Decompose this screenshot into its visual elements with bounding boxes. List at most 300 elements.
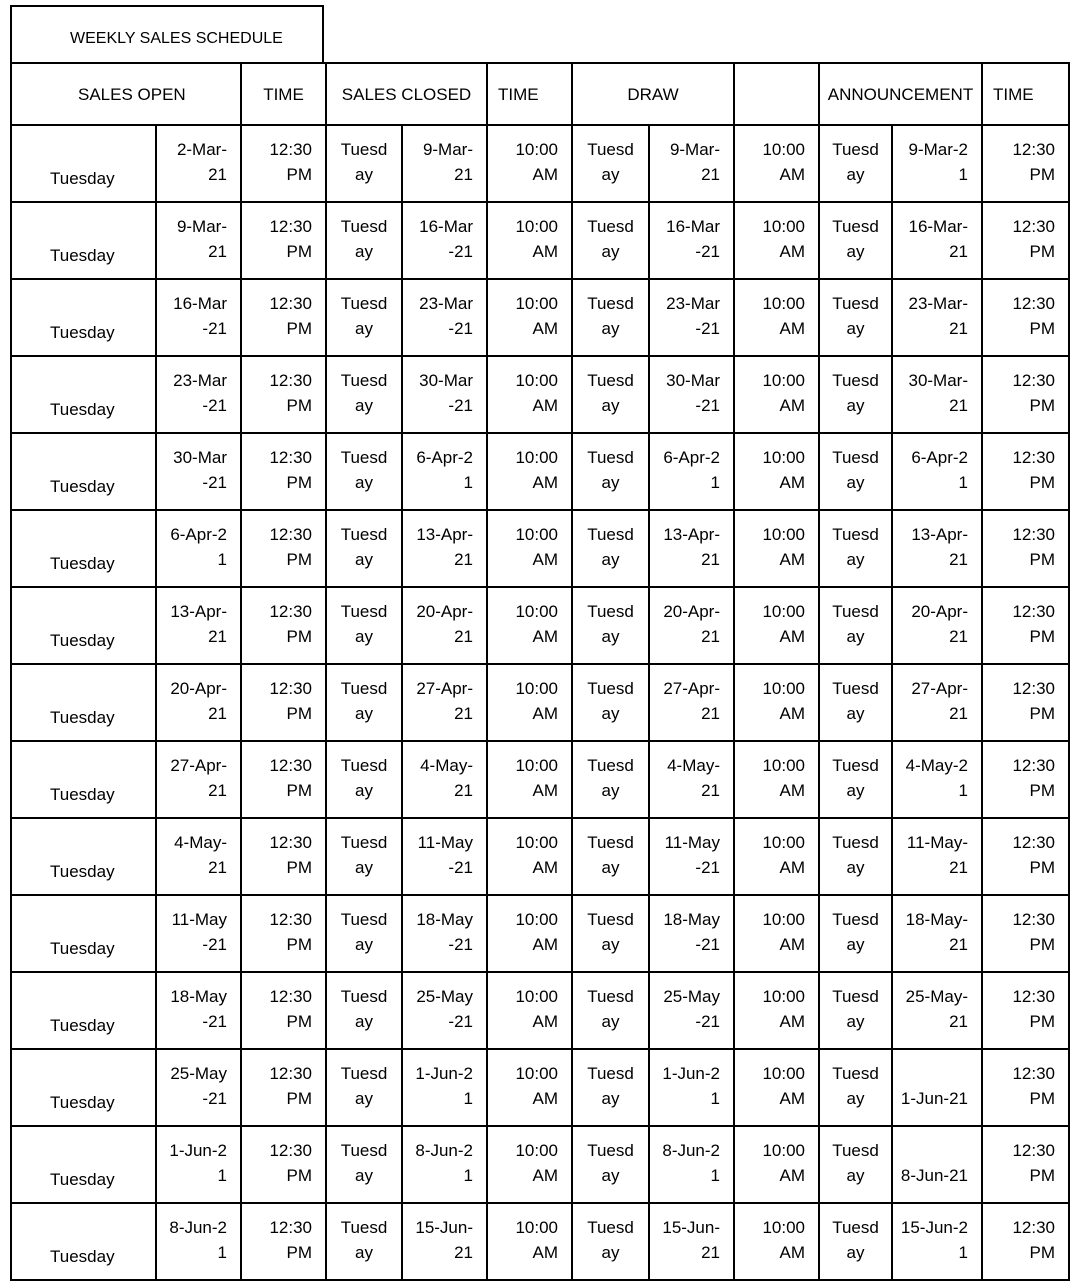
announcement-date-text: 18-May-	[905, 910, 968, 929]
draw-date-text: 1	[710, 1089, 720, 1108]
announcement-day-text: ay	[846, 935, 865, 954]
sales-open-day-text: Tuesday	[50, 631, 115, 650]
header-announcement: ANNOUNCEMENT	[819, 63, 982, 125]
sales-closed-day-cell	[326, 664, 402, 741]
sales-closed-time-text: AM	[532, 550, 558, 569]
sales-closed-day-text: ay	[355, 1243, 373, 1262]
announcement-time-cell	[982, 587, 1069, 664]
announcement-date-text: 13-Apr-	[911, 525, 968, 544]
announcement-date-text: 25-May-	[905, 987, 968, 1006]
sales-open-date-text: 20-Apr-	[170, 679, 227, 698]
sales-open-time-text: 12:30	[269, 910, 312, 929]
sales-closed-day-text: Tuesd	[340, 294, 388, 313]
sales-closed-day-cell	[326, 587, 402, 664]
draw-time-text: 10:00	[762, 371, 805, 390]
draw-day-text: ay	[601, 1089, 620, 1108]
announcement-day-text: ay	[846, 396, 865, 415]
table-row	[11, 818, 1069, 895]
sales-open-date-text: 13-Apr-	[170, 602, 227, 621]
sales-open-date-text: 21	[208, 858, 227, 877]
announcement-day-text: ay	[846, 473, 865, 492]
announcement-time-text: PM	[1029, 1012, 1055, 1031]
sales-open-time-text: 12:30	[269, 756, 312, 775]
draw-date-cell	[649, 587, 734, 664]
sales-open-time-text: PM	[286, 550, 312, 569]
draw-time-cell	[734, 1203, 819, 1280]
draw-date-text: 21	[701, 165, 720, 184]
sales-open-time-text: PM	[286, 935, 312, 954]
announcement-date-cell	[892, 895, 982, 972]
announcement-day-text: Tuesd	[832, 679, 879, 698]
announcement-day-text: ay	[846, 242, 865, 261]
table-row	[11, 1203, 1069, 1280]
sales-open-date-cell	[156, 972, 241, 1049]
sales-closed-date-cell	[402, 433, 487, 510]
sales-open-day-text: Tuesday	[50, 323, 115, 342]
sales-open-date-cell	[156, 741, 241, 818]
sales-open-time-text: 12:30	[269, 987, 312, 1006]
sales-closed-time-cell	[487, 741, 572, 818]
draw-time-text: AM	[779, 1243, 805, 1262]
draw-date-cell	[649, 279, 734, 356]
draw-time-text: 10:00	[762, 756, 805, 775]
sales-closed-time-text: 10:00	[515, 679, 558, 698]
sales-closed-day-text: ay	[355, 1166, 373, 1185]
sales-closed-time-cell	[487, 125, 572, 202]
sales-closed-date-text: 11-May	[417, 833, 473, 852]
draw-date-text: -21	[695, 1012, 720, 1031]
schedule-title: WEEKLY SALES SCHEDULE	[70, 30, 283, 47]
sales-closed-date-text: 21	[454, 781, 473, 800]
announcement-day-text: Tuesd	[832, 1141, 879, 1160]
sales-open-time-cell	[241, 895, 326, 972]
sales-closed-time-text: 10:00	[515, 602, 558, 621]
draw-day-text: ay	[601, 858, 620, 877]
announcement-day-cell	[819, 356, 892, 433]
draw-time-cell	[734, 741, 819, 818]
sales-closed-date-text: 16-Mar	[419, 217, 473, 236]
sales-open-time-cell	[241, 202, 326, 279]
sales-open-time-cell	[241, 510, 326, 587]
sales-closed-date-cell	[402, 1203, 487, 1280]
draw-date-text: -21	[695, 396, 720, 415]
draw-time-text: 10:00	[762, 1064, 805, 1083]
draw-date-text: -21	[695, 858, 720, 877]
table-row	[11, 279, 1069, 356]
announcement-day-text: ay	[846, 1089, 865, 1108]
announcement-time-text: 12:30	[1012, 371, 1055, 390]
sales-open-date-cell	[156, 279, 241, 356]
draw-time-cell	[734, 279, 819, 356]
draw-day-text: ay	[601, 242, 620, 261]
draw-time-cell	[734, 1049, 819, 1126]
announcement-day-cell	[819, 664, 892, 741]
announcement-time-cell	[982, 1203, 1069, 1280]
sales-closed-time-text: AM	[532, 781, 558, 800]
table-row	[11, 1049, 1069, 1126]
sales-open-time-cell	[241, 741, 326, 818]
table-row	[11, 741, 1069, 818]
sales-closed-time-cell	[487, 356, 572, 433]
sales-closed-date-cell	[402, 664, 487, 741]
sales-open-day-cell	[11, 895, 156, 972]
announcement-time-text: 12:30	[1012, 140, 1055, 159]
sales-open-time-cell	[241, 125, 326, 202]
sales-closed-date-text: 25-May	[416, 987, 473, 1006]
draw-time-cell	[734, 125, 819, 202]
sales-closed-date-text: 1	[463, 1166, 473, 1185]
sales-open-time-cell	[241, 279, 326, 356]
announcement-date-text: 27-Apr-	[911, 679, 968, 698]
header-draw: DRAW	[572, 63, 734, 125]
sales-closed-date-text: 20-Apr-	[416, 602, 473, 621]
draw-time-text: 10:00	[762, 294, 805, 313]
announcement-date-text: 21	[949, 704, 968, 723]
sales-closed-day-cell	[326, 279, 402, 356]
sales-closed-time-text: AM	[532, 396, 558, 415]
draw-time-cell	[734, 818, 819, 895]
sales-closed-day-text: Tuesd	[340, 1141, 388, 1160]
sales-open-time-text: PM	[286, 396, 312, 415]
draw-day-text: Tuesd	[587, 525, 634, 544]
sales-open-day-cell	[11, 818, 156, 895]
sales-closed-day-text: Tuesd	[340, 371, 388, 390]
announcement-time-text: 12:30	[1012, 217, 1055, 236]
draw-day-cell	[572, 356, 649, 433]
announcement-day-text: ay	[846, 1243, 865, 1262]
sales-open-time-cell	[241, 587, 326, 664]
sales-closed-time-cell	[487, 279, 572, 356]
announcement-time-cell	[982, 356, 1069, 433]
announcement-time-text: 12:30	[1012, 1141, 1055, 1160]
draw-time-text: 10:00	[762, 525, 805, 544]
announcement-date-text: 21	[949, 396, 968, 415]
announcement-date-text: 9-Mar-2	[908, 140, 968, 159]
sales-open-time-text: 12:30	[269, 1141, 312, 1160]
draw-day-cell	[572, 664, 649, 741]
announcement-time-cell	[982, 664, 1069, 741]
draw-day-text: Tuesd	[587, 1141, 634, 1160]
announcement-day-cell	[819, 818, 892, 895]
table-row	[11, 510, 1069, 587]
header-blank	[734, 63, 819, 125]
sales-closed-date-text: 21	[454, 627, 473, 646]
sales-open-day-text: Tuesday	[50, 554, 115, 573]
draw-day-text: ay	[601, 704, 620, 723]
announcement-date-text: 21	[949, 627, 968, 646]
announcement-date-cell	[892, 1203, 982, 1280]
announcement-time-cell	[982, 202, 1069, 279]
sales-closed-time-text: 10:00	[515, 294, 558, 313]
draw-time-text: AM	[779, 396, 805, 415]
sales-open-time-text: 12:30	[269, 525, 312, 544]
draw-day-text: Tuesd	[587, 371, 634, 390]
draw-time-text: AM	[779, 1012, 805, 1031]
sales-open-day-cell	[11, 433, 156, 510]
sales-open-date-text: 16-Mar	[173, 294, 227, 313]
sales-open-day-text: Tuesday	[50, 708, 115, 727]
draw-date-cell	[649, 818, 734, 895]
draw-date-cell	[649, 202, 734, 279]
sales-open-time-cell	[241, 356, 326, 433]
sales-closed-day-text: Tuesd	[340, 448, 388, 467]
sales-open-time-cell	[241, 1049, 326, 1126]
announcement-time-cell	[982, 125, 1069, 202]
announcement-date-text: 1	[958, 1243, 968, 1262]
draw-day-cell	[572, 510, 649, 587]
sales-closed-day-text: Tuesd	[340, 833, 388, 852]
draw-day-text: ay	[601, 396, 620, 415]
sales-open-date-cell	[156, 818, 241, 895]
sales-open-day-cell	[11, 1203, 156, 1280]
table-row	[11, 972, 1069, 1049]
announcement-date-text: 1	[958, 165, 968, 184]
draw-date-text: 21	[701, 550, 720, 569]
announcement-day-text: ay	[846, 550, 865, 569]
sales-closed-time-cell	[487, 1126, 572, 1203]
sales-closed-day-text: Tuesd	[340, 525, 388, 544]
sales-open-time-text: 12:30	[269, 140, 312, 159]
sales-open-date-text: 4-May-	[174, 833, 227, 852]
draw-time-cell	[734, 202, 819, 279]
sales-closed-day-cell	[326, 1126, 402, 1203]
announcement-time-text: 12:30	[1012, 987, 1055, 1006]
sales-open-time-text: PM	[286, 473, 312, 492]
draw-day-text: Tuesd	[587, 1064, 634, 1083]
sales-closed-time-text: AM	[532, 704, 558, 723]
announcement-time-text: 12:30	[1012, 294, 1055, 313]
sales-closed-day-cell	[326, 510, 402, 587]
draw-time-text: 10:00	[762, 987, 805, 1006]
draw-date-text: 30-Mar	[666, 371, 720, 390]
sales-open-time-text: PM	[286, 1089, 312, 1108]
draw-date-text: -21	[695, 242, 720, 261]
draw-date-text: 21	[701, 781, 720, 800]
sales-closed-time-text: 10:00	[515, 756, 558, 775]
sales-open-day-cell	[11, 1126, 156, 1203]
sales-closed-date-cell	[402, 279, 487, 356]
draw-day-text: ay	[601, 627, 620, 646]
draw-date-cell	[649, 356, 734, 433]
draw-day-cell	[572, 1049, 649, 1126]
draw-time-text: AM	[779, 935, 805, 954]
announcement-time-text: 12:30	[1012, 756, 1055, 775]
draw-date-text: 1	[710, 473, 720, 492]
sales-open-date-text: 21	[208, 704, 227, 723]
sales-open-date-text: 18-May	[170, 987, 227, 1006]
sales-closed-day-text: ay	[355, 319, 373, 338]
sales-closed-date-text: -21	[448, 242, 473, 261]
sales-closed-date-text: 21	[454, 550, 473, 569]
sales-open-day-text: Tuesday	[50, 785, 115, 804]
announcement-time-text: PM	[1029, 550, 1055, 569]
sales-open-time-text: PM	[286, 1012, 312, 1031]
sales-open-date-cell	[156, 125, 241, 202]
announcement-day-text: Tuesd	[832, 910, 879, 929]
announcement-date-text: 21	[949, 319, 968, 338]
announcement-day-text: ay	[846, 781, 865, 800]
sales-closed-time-text: 10:00	[515, 448, 558, 467]
sales-closed-time-text: AM	[532, 242, 558, 261]
announcement-time-text: PM	[1029, 1166, 1055, 1185]
announcement-time-text: PM	[1029, 319, 1055, 338]
draw-date-text: 21	[701, 627, 720, 646]
sales-closed-day-text: Tuesd	[340, 140, 388, 159]
header-time-announcement: TIME	[982, 63, 1069, 125]
sales-closed-time-text: AM	[532, 1012, 558, 1031]
sales-closed-time-text: AM	[532, 1166, 558, 1185]
sales-closed-day-text: ay	[355, 473, 373, 492]
sales-closed-date-cell	[402, 356, 487, 433]
sales-closed-day-text: ay	[355, 396, 373, 415]
announcement-date-text: 8-Jun-21	[900, 1166, 968, 1185]
draw-day-cell	[572, 818, 649, 895]
draw-time-cell	[734, 510, 819, 587]
draw-date-text: 21	[701, 704, 720, 723]
sales-closed-time-text: 10:00	[515, 833, 558, 852]
announcement-day-text: Tuesd	[832, 833, 879, 852]
announcement-time-cell	[982, 895, 1069, 972]
sales-closed-day-text: Tuesd	[340, 1064, 388, 1083]
announcement-day-cell	[819, 1049, 892, 1126]
announcement-day-text: Tuesd	[832, 140, 879, 159]
announcement-date-cell	[892, 125, 982, 202]
draw-time-cell	[734, 972, 819, 1049]
draw-day-text: Tuesd	[587, 294, 634, 313]
sales-closed-day-text: ay	[355, 1012, 373, 1031]
sales-open-date-text: 1	[217, 1243, 227, 1262]
draw-time-text: AM	[779, 242, 805, 261]
header-time-closed: TIME	[487, 63, 572, 125]
draw-date-cell	[649, 741, 734, 818]
sales-open-day-text: Tuesday	[50, 939, 115, 958]
sales-closed-time-text: AM	[532, 1089, 558, 1108]
draw-time-cell	[734, 664, 819, 741]
announcement-time-cell	[982, 279, 1069, 356]
sales-open-date-text: -21	[202, 473, 227, 492]
draw-date-cell	[649, 1126, 734, 1203]
announcement-day-text: Tuesd	[832, 294, 879, 313]
sales-open-time-text: 12:30	[269, 448, 312, 467]
announcement-time-cell	[982, 1049, 1069, 1126]
sales-closed-date-text: 6-Apr-2	[416, 448, 473, 467]
announcement-day-text: Tuesd	[832, 217, 879, 236]
table-row	[11, 433, 1069, 510]
announcement-date-cell	[892, 664, 982, 741]
draw-date-text: 1	[710, 1166, 720, 1185]
sales-closed-time-text: AM	[532, 165, 558, 184]
sales-open-time-cell	[241, 818, 326, 895]
sales-closed-time-cell	[487, 433, 572, 510]
announcement-time-text: PM	[1029, 858, 1055, 877]
sales-closed-date-text: 18-May	[416, 910, 473, 929]
announcement-date-cell	[892, 818, 982, 895]
sales-open-date-text: 21	[208, 781, 227, 800]
announcement-day-cell	[819, 279, 892, 356]
draw-time-cell	[734, 587, 819, 664]
sales-open-date-cell	[156, 895, 241, 972]
announcement-date-text: 23-Mar-	[908, 294, 968, 313]
announcement-day-cell	[819, 125, 892, 202]
sales-open-date-cell	[156, 1203, 241, 1280]
sales-closed-day-text: ay	[355, 781, 373, 800]
announcement-date-cell	[892, 587, 982, 664]
draw-day-cell	[572, 587, 649, 664]
sales-open-time-text: 12:30	[269, 371, 312, 390]
sales-closed-day-text: Tuesd	[340, 1218, 388, 1237]
weekly-sales-schedule-table	[10, 62, 1070, 1281]
announcement-day-text: Tuesd	[832, 1218, 879, 1237]
draw-date-text: 6-Apr-2	[663, 448, 720, 467]
draw-date-cell	[649, 972, 734, 1049]
draw-time-text: AM	[779, 858, 805, 877]
announcement-time-text: 12:30	[1012, 679, 1055, 698]
draw-day-cell	[572, 279, 649, 356]
draw-date-text: 21	[701, 1243, 720, 1262]
schedule-title-box	[10, 5, 324, 62]
sales-open-time-text: PM	[286, 242, 312, 261]
sales-closed-day-cell	[326, 1203, 402, 1280]
sales-closed-time-text: 10:00	[515, 140, 558, 159]
sales-open-time-text: PM	[286, 704, 312, 723]
sales-closed-date-cell	[402, 510, 487, 587]
draw-date-text: 16-Mar	[666, 217, 720, 236]
sales-open-day-cell	[11, 510, 156, 587]
sales-open-day-text: Tuesday	[50, 477, 115, 496]
announcement-day-text: Tuesd	[832, 756, 879, 775]
announcement-date-text: 1	[958, 781, 968, 800]
draw-day-cell	[572, 1126, 649, 1203]
sales-open-time-cell	[241, 1126, 326, 1203]
draw-time-text: 10:00	[762, 602, 805, 621]
sales-open-time-text: 12:30	[269, 1218, 312, 1237]
announcement-time-cell	[982, 510, 1069, 587]
draw-time-text: 10:00	[762, 140, 805, 159]
sales-open-date-cell	[156, 510, 241, 587]
draw-day-text: ay	[601, 1166, 620, 1185]
sales-open-date-cell	[156, 202, 241, 279]
sales-closed-time-cell	[487, 1049, 572, 1126]
announcement-date-cell	[892, 1126, 982, 1203]
announcement-time-text: PM	[1029, 627, 1055, 646]
sales-open-day-text: Tuesday	[50, 1016, 115, 1035]
sales-closed-date-cell	[402, 1049, 487, 1126]
draw-date-text: 13-Apr-	[663, 525, 720, 544]
announcement-date-text: 1	[958, 473, 968, 492]
sales-closed-day-cell	[326, 895, 402, 972]
table-row	[11, 895, 1069, 972]
announcement-time-text: PM	[1029, 1243, 1055, 1262]
sales-closed-day-cell	[326, 202, 402, 279]
draw-date-text: 18-May	[663, 910, 720, 929]
sales-closed-day-text: Tuesd	[340, 756, 388, 775]
announcement-time-cell	[982, 1126, 1069, 1203]
announcement-day-text: Tuesd	[832, 448, 879, 467]
announcement-time-text: PM	[1029, 935, 1055, 954]
draw-day-text: ay	[601, 473, 620, 492]
announcement-time-cell	[982, 741, 1069, 818]
sales-closed-day-text: ay	[355, 627, 373, 646]
announcement-time-text: 12:30	[1012, 1064, 1055, 1083]
sales-closed-date-cell	[402, 1126, 487, 1203]
sales-closed-date-text: -21	[448, 396, 473, 415]
announcement-day-text: ay	[846, 627, 865, 646]
draw-day-text: ay	[601, 550, 620, 569]
draw-time-text: AM	[779, 550, 805, 569]
sales-closed-time-cell	[487, 202, 572, 279]
announcement-day-text: Tuesd	[832, 371, 879, 390]
sales-closed-date-text: 9-Mar-	[422, 140, 473, 159]
